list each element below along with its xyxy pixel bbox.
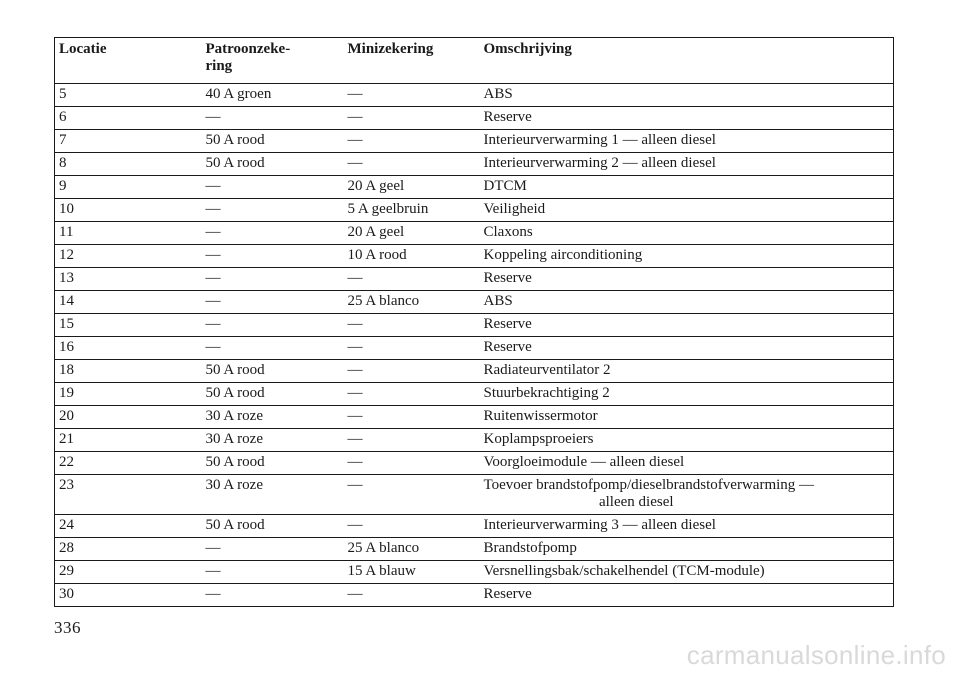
cell-patroonzekering: —	[202, 245, 344, 268]
table-body	[55, 84, 894, 607]
table-row	[55, 222, 894, 245]
cell-minizekering: 20 A geel	[344, 222, 480, 245]
cell-patroonzekering: 50 A rood	[202, 383, 344, 406]
table-row	[55, 360, 894, 383]
cell-patroonzekering: —	[202, 314, 344, 337]
table-row	[55, 268, 894, 291]
cell-patroonzekering: —	[202, 561, 344, 584]
page-number: 336	[54, 618, 81, 637]
cell-omschrijving: Interieurverwarming 1 — alleen diesel	[480, 130, 894, 153]
cell-locatie: 30	[55, 584, 202, 607]
cell-omschrijving: Reserve	[480, 107, 894, 130]
cell-minizekering: —	[344, 584, 480, 607]
table-header-row	[55, 38, 894, 84]
table-row	[55, 107, 894, 130]
description-line: Toevoer brandstofpomp/dieselbrandstofverwarming —	[483, 477, 815, 493]
cell-omschrijving: Interieurverwarming 3 — alleen diesel	[480, 515, 894, 538]
table-row	[55, 153, 894, 176]
table-row	[55, 245, 894, 268]
cell-locatie: 8	[55, 153, 202, 176]
cell-minizekering: —	[344, 130, 480, 153]
cell-omschrijving: Veiligheid	[480, 199, 894, 222]
cell-patroonzekering: —	[202, 291, 344, 314]
cell-omschrijving: Ruitenwissermotor	[480, 406, 894, 429]
table-row	[55, 337, 894, 360]
cell-patroonzekering: —	[202, 176, 344, 199]
cell-locatie: 21	[55, 429, 202, 452]
cell-patroonzekering: 50 A rood	[202, 452, 344, 475]
table-row	[55, 176, 894, 199]
fuse-table	[54, 37, 894, 607]
cell-locatie: 22	[55, 452, 202, 475]
cell-patroonzekering: 30 A roze	[202, 475, 344, 515]
table-row	[55, 383, 894, 406]
cell-minizekering: 5 A geelbruin	[344, 199, 480, 222]
cell-minizekering: —	[344, 406, 480, 429]
cell-omschrijving: Reserve	[480, 268, 894, 291]
cell-omschrijving: Versnellingsbak/schakelhendel (TCM-module)	[480, 561, 894, 584]
table-row	[55, 406, 894, 429]
table-row	[55, 452, 894, 475]
cell-omschrijving: Brandstofpomp	[480, 538, 894, 561]
cell-minizekering: —	[344, 383, 480, 406]
cell-patroonzekering: —	[202, 337, 344, 360]
cell-minizekering: —	[344, 452, 480, 475]
cell-omschrijving: Interieurverwarming 2 — alleen diesel	[480, 153, 894, 176]
cell-omschrijving: ABS	[480, 291, 894, 314]
table-row	[55, 475, 894, 515]
cell-locatie: 18	[55, 360, 202, 383]
cell-patroonzekering: —	[202, 107, 344, 130]
cell-patroonzekering: —	[202, 222, 344, 245]
table-row	[55, 538, 894, 561]
cell-omschrijving: ABS	[480, 84, 894, 107]
cell-minizekering: —	[344, 515, 480, 538]
cell-locatie: 28	[55, 538, 202, 561]
cell-omschrijving: Voorgloeimodule — alleen diesel	[480, 452, 894, 475]
cell-locatie: 14	[55, 291, 202, 314]
cell-patroonzekering: 50 A rood	[202, 153, 344, 176]
cell-omschrijving: Reserve	[480, 584, 894, 607]
cell-minizekering: —	[344, 475, 480, 515]
cell-omschrijving: Stuurbekrachtiging 2	[480, 383, 894, 406]
cell-locatie: 29	[55, 561, 202, 584]
cell-patroonzekering: —	[202, 584, 344, 607]
cell-locatie: 15	[55, 314, 202, 337]
cell-minizekering: 20 A geel	[344, 176, 480, 199]
header-patroonzekering: Patroonzeke- ring	[202, 38, 344, 84]
cell-locatie: 6	[55, 107, 202, 130]
cell-minizekering: 25 A blanco	[344, 538, 480, 561]
cell-locatie: 5	[55, 84, 202, 107]
cell-locatie: 13	[55, 268, 202, 291]
cell-patroonzekering: 50 A rood	[202, 515, 344, 538]
cell-locatie: 9	[55, 176, 202, 199]
cell-patroonzekering: 50 A rood	[202, 360, 344, 383]
cell-omschrijving: Claxons	[480, 222, 894, 245]
table-row	[55, 561, 894, 584]
table-row	[55, 130, 894, 153]
cell-patroonzekering: —	[202, 268, 344, 291]
cell-patroonzekering: 50 A rood	[202, 130, 344, 153]
watermark: carmanualsonline.info	[686, 640, 946, 670]
table-row	[55, 84, 894, 107]
cell-omschrijving: Reserve	[480, 314, 894, 337]
cell-minizekering: —	[344, 107, 480, 130]
cell-minizekering: 10 A rood	[344, 245, 480, 268]
cell-minizekering: —	[344, 84, 480, 107]
cell-omschrijving: Radiateurventilator 2	[480, 360, 894, 383]
cell-minizekering: —	[344, 337, 480, 360]
cell-patroonzekering: —	[202, 199, 344, 222]
table-row	[55, 314, 894, 337]
cell-patroonzekering: —	[202, 538, 344, 561]
cell-patroonzekering: 30 A roze	[202, 429, 344, 452]
header-omschrijving: Omschrijving	[480, 38, 894, 84]
cell-minizekering: 25 A blanco	[344, 291, 480, 314]
cell-locatie: 11	[55, 222, 202, 245]
cell-minizekering: —	[344, 314, 480, 337]
cell-locatie: 16	[55, 337, 202, 360]
cell-omschrijving: Koppeling airconditioning	[480, 245, 894, 268]
cell-locatie: 10	[55, 199, 202, 222]
cell-omschrijving: DTCM	[480, 176, 894, 199]
table-row	[55, 515, 894, 538]
cell-omschrijving	[480, 475, 894, 515]
header-minizekering: Minizekering	[344, 38, 480, 84]
cell-minizekering: —	[344, 153, 480, 176]
cell-locatie: 7	[55, 130, 202, 153]
cell-locatie: 12	[55, 245, 202, 268]
cell-locatie: 19	[55, 383, 202, 406]
cell-minizekering: —	[344, 360, 480, 383]
description-continuation: alleen diesel	[598, 494, 674, 510]
table-row	[55, 429, 894, 452]
cell-locatie: 23	[55, 475, 202, 515]
cell-omschrijving: Koplampsproeiers	[480, 429, 894, 452]
cell-patroonzekering: 30 A roze	[202, 406, 344, 429]
cell-minizekering: —	[344, 268, 480, 291]
table-row	[55, 199, 894, 222]
cell-minizekering: 15 A blauw	[344, 561, 480, 584]
cell-minizekering: —	[344, 429, 480, 452]
cell-patroonzekering: 40 A groen	[202, 84, 344, 107]
cell-omschrijving: Reserve	[480, 337, 894, 360]
table-row	[55, 584, 894, 607]
cell-locatie: 24	[55, 515, 202, 538]
cell-locatie: 20	[55, 406, 202, 429]
header-locatie: Locatie	[55, 38, 202, 84]
table-row	[55, 291, 894, 314]
